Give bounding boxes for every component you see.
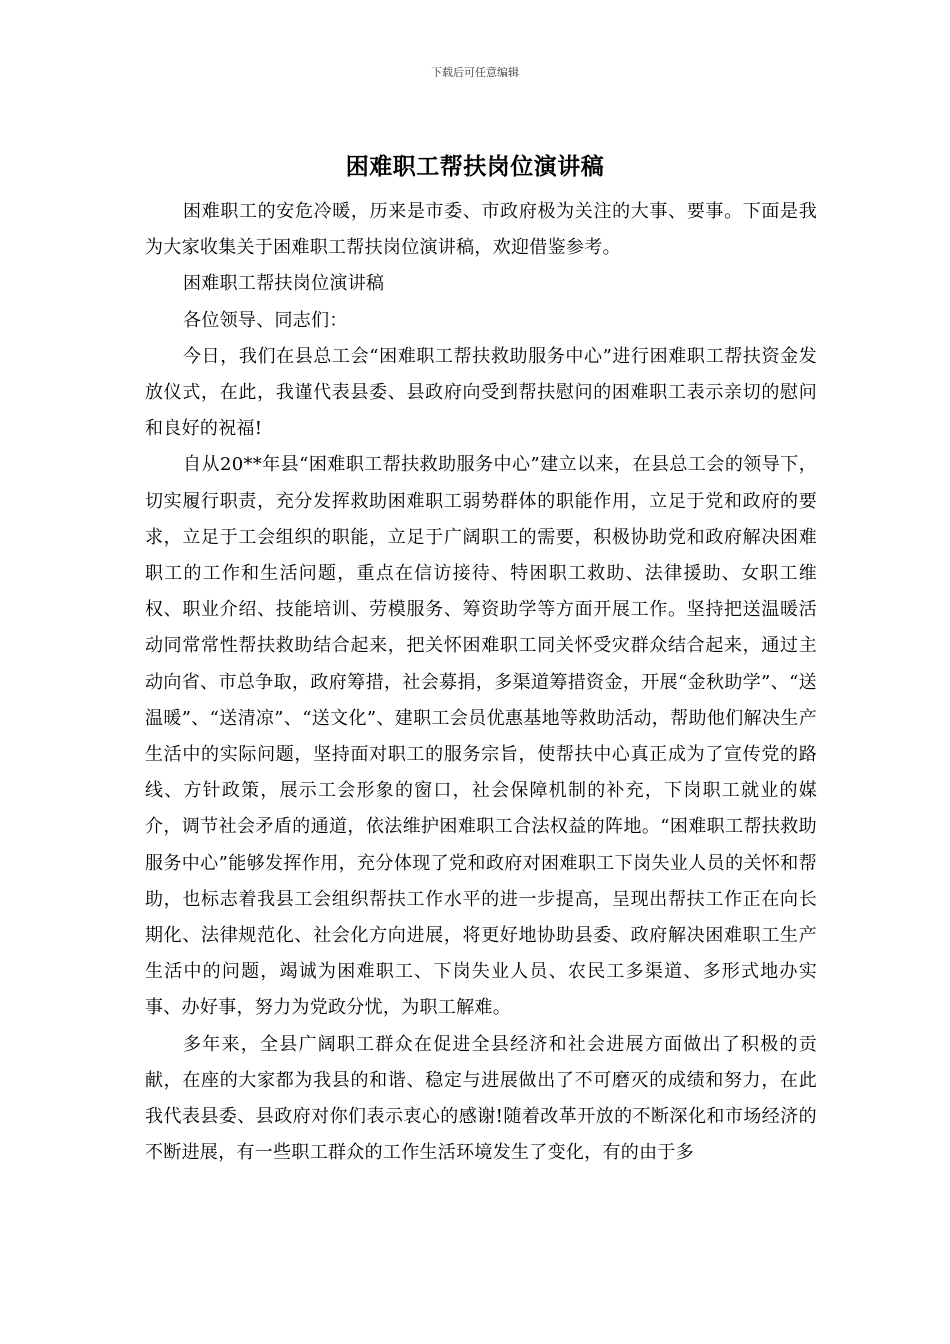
paragraph-center-history: 自从20**年县“困难职工帮扶救助服务中心”建立以来，在县总工会的领导下，切实履行职责，充分发挥救助困难职工弱势群体的职能作用，立足于党和政府的要求，立足于工会组织的职能，立足于广阔职工的需要，积极协助党和政府解决困难职工的工作和生活问题，重点在信访接待、特困职工救助、法律援助、女职工维权、职业介绍、技能培训、劳模服务、筹资助学等方面开展工作。坚持把送温暖活动同常常性帮扶救助结合起来，把关怀困难职工同关怀受灾群众结合起来，通过主动向省、市总争取，政府筹措，社会募捐，多渠道筹措资金，开展“金秋助学”、“送温暖”、“送清凉”、“送文化”、建职工会员优惠基地等救助活动，帮助他们解决生产生活中的实际问题，坚持面对职工的服务宗旨，使帮扶中心真正成为了宣传党的路线、方针政策，展示工会形象的窗口，社会保障机制的补充，下岗职工就业的媒介，调节社会矛盾的通道，依法维护困难职工合法权益的阵地。“困难职工帮扶救助服务中心”能够发挥作用，充分体现了党和政府对困难职工下岗失业人员的关怀和帮助，也标志着我县工会组织帮扶工作水平的进一步提高，呈现出帮扶工作正在向长期化、法律规范化、社会化方向进展，将更好地协助县委、政府解决困难职工生产生活中的问题，竭诚为困难职工、下岗失业人员、农民工多渠道、多形式地办实事、办好事，努力为党政分忧，为职工解难。: [145, 454, 817, 1019]
paragraph-subtitle: 困难职工帮扶岗位演讲稿: [183, 273, 385, 295]
paragraph-contributions: 多年来，全县广阔职工群众在促进全县经济和社会进展方面做出了积极的贡献，在座的大家都为我县的和谐、稳定与进展做出了不可磨灭的成绩和努力，在此我代表县委、县政府对你们表示衷心的感谢!随着改革开放的不断深化和市场经济的不断进展，有一些职工群众的工作生活环境发生了变化，有的由于多: [145, 1033, 817, 1164]
paragraph-ceremony: 今日，我们在县总工会“困难职工帮扶救助服务中心”进行困难职工帮扶资金发放仪式，在此，我谨代表县委、县政府向受到帮扶慰问的困难职工表示亲切的慰问和良好的祝福!: [145, 345, 817, 440]
paragraph-salutation: 各位领导、同志们：: [183, 309, 348, 331]
document-title: 困难职工帮扶岗位演讲稿: [345, 153, 605, 180]
document-body: [145, 194, 817, 1171]
header-note: 下载后可任意编辑: [431, 66, 519, 79]
paragraph-intro: 困难职工的安危冷暖，历来是市委、市政府极为关注的大事、要事。下面是我为大家收集关于困难职工帮扶岗位演讲稿，欢迎借鉴参考。: [145, 201, 817, 259]
